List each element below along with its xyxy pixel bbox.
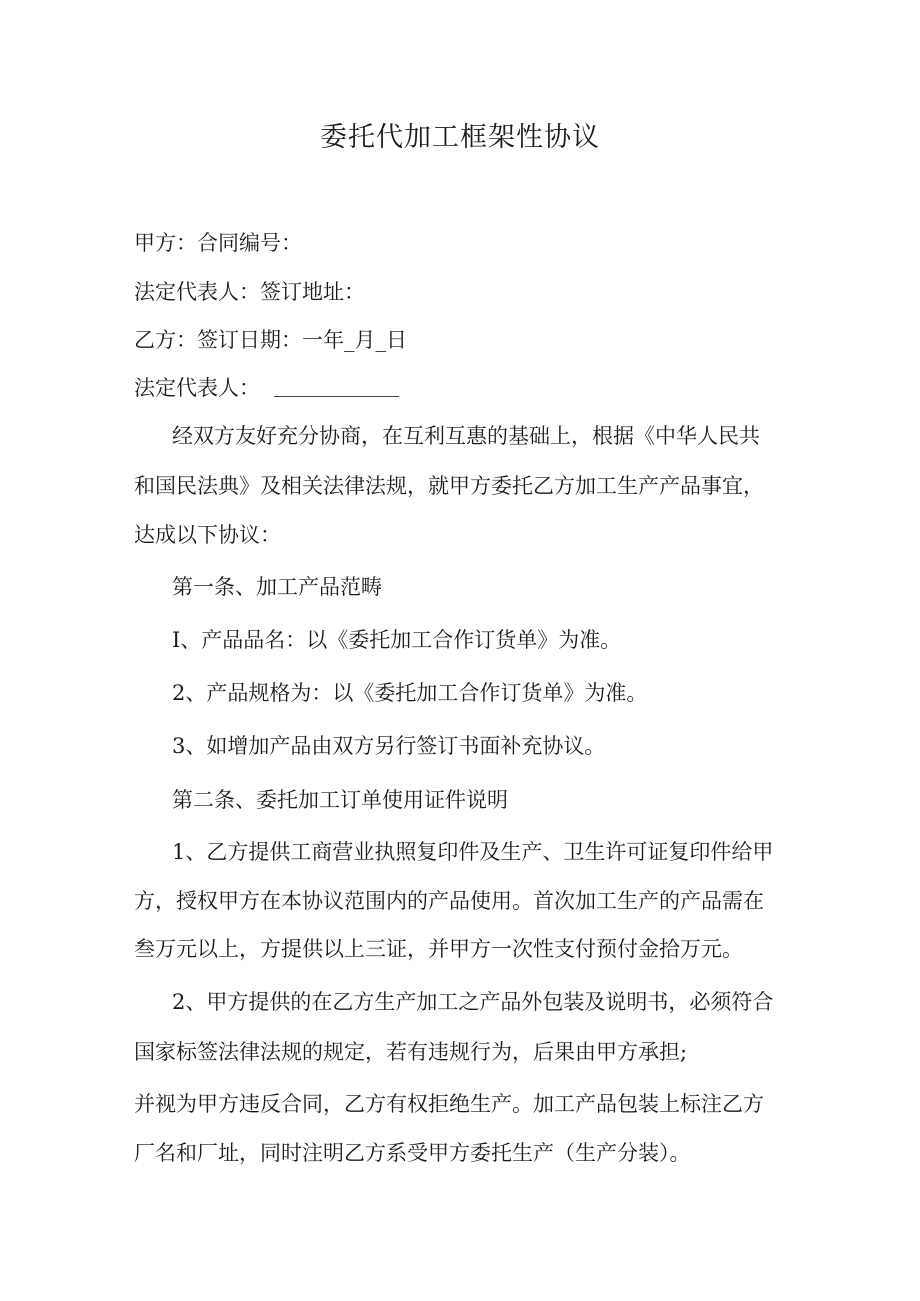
article-2-item-2-line-4: 厂名和厂址，同时注明乙方系受甲方委托生产（生产分装）。 <box>134 1141 691 1165</box>
article-2-item-1-line-1: 1、乙方提供工商营业执照复印件及生产、卫生许可证复印件给甲 <box>172 840 774 864</box>
article-1-item-2: 2、产品规格为：以《委托加工合作订货单》为准。 <box>172 681 648 705</box>
party-b-line: 乙方：签订日期：一年_月_日 <box>134 328 407 352</box>
signature-blank <box>274 376 399 397</box>
rep-b-label: 法定代表人： <box>134 376 260 400</box>
article-2-item-2-line-2: 国家标签法律法规的规定，若有违规行为，后果由甲方承担; <box>134 1040 688 1064</box>
rep-b-line <box>134 371 794 405</box>
article-2-item-2-line-3: 并视为甲方违反合同，乙方有权拒绝生产。加工产品包装上标注乙方 <box>134 1092 764 1116</box>
preamble-line-2: 和国民法典》及相关法律法规，就甲方委托乙方加工生产产品事宜， <box>134 474 764 498</box>
article-2-item-1-line-2: 方，授权甲方在本协议范围内的产品使用。首次加工生产的产品需在 <box>134 889 764 913</box>
rep-a-line: 法定代表人：签订地址： <box>134 280 365 304</box>
preamble-line-3: 达成以下协议： <box>134 523 281 547</box>
article-1-item-3: 3、如增加产品由双方另行签订书面补充协议。 <box>172 734 606 758</box>
party-a-line: 甲方：合同编号： <box>134 231 302 255</box>
article-1-item-1: I、产品品名：以《委托加工合作订货单》为准。 <box>172 628 622 652</box>
preamble-line-1: 经双方友好充分协商，在互利互惠的基础上，根据《中华人民共 <box>172 424 760 448</box>
article-2-heading: 第二条、委托加工订单使用证件说明 <box>172 788 508 812</box>
article-2-item-1-line-3: 叁万元以上，方提供以上三证，并甲方一次性支付预付金拾万元。 <box>134 937 743 961</box>
document-title: 委托代加工框架性协议 <box>320 122 600 153</box>
article-2-item-2-line-1: 2、甲方提供的在乙方生产加工之产品外包装及说明书，必须符合 <box>172 990 774 1014</box>
article-1-heading: 第一条、加工产品范畴 <box>172 575 382 599</box>
